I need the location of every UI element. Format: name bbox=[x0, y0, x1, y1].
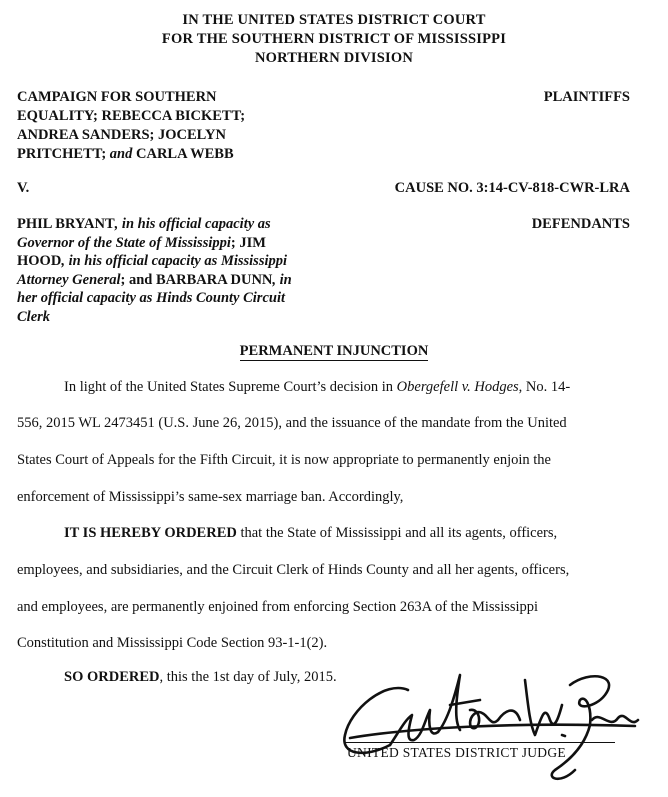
defendants-label: DEFENDANTS bbox=[531, 216, 630, 232]
defendant-line: Attorney General; and BARBARA DUNN, in bbox=[17, 271, 292, 288]
plaintiff-line: PRITCHETT; and CARLA WEBB bbox=[17, 146, 234, 162]
body-line: Constitution and Mississippi Code Section 93-1-1(2). bbox=[17, 635, 328, 651]
body-line: In light of the United States Supreme Court’s decision in Obergefell v. Hodges, No. 14- bbox=[64, 379, 571, 395]
plaintiff-line: EQUALITY; REBECCA BICKETT; bbox=[17, 108, 246, 124]
judge-signature bbox=[330, 650, 640, 790]
defendant-line: her official capacity as Hinds County Circuit bbox=[17, 290, 285, 306]
body-line: employees, and subsidiaries, and the Circuit Clerk of Hinds County and all her agents, officers, bbox=[17, 562, 570, 578]
plaintiff-line: CAMPAIGN FOR SOUTHERN bbox=[17, 89, 217, 105]
body-line: IT IS HEREBY ORDERED that the State of Mississippi and all its agents, officers, bbox=[64, 525, 558, 541]
defendant-line: PHIL BRYANT, in his official capacity as bbox=[17, 216, 271, 232]
court-name-line-2: FOR THE SOUTHERN DISTRICT OF MISSISSIPPI bbox=[161, 31, 507, 47]
document-title: PERMANENT INJUNCTION bbox=[239, 343, 429, 359]
versus: V. bbox=[17, 180, 30, 196]
signature-title: UNITED STATES DISTRICT JUDGE bbox=[347, 745, 566, 760]
so-ordered-line: SO ORDERED, this the 1st day of July, 2015. bbox=[64, 669, 337, 685]
defendant-line: Governor of the State of Mississippi; JIM bbox=[17, 234, 266, 251]
body-line: States Court of Appeals for the Fifth Circuit, it is now appropriate to permanently enjoin the bbox=[17, 452, 551, 468]
body-line: 556, 2015 WL 2473451 (U.S. June 26, 2015), and the issuance of the mandate from the United bbox=[17, 415, 567, 431]
plaintiffs-block bbox=[17, 88, 245, 164]
cause-number: CAUSE NO. 3:14-CV-818-CWR-LRA bbox=[394, 180, 630, 196]
defendants-block bbox=[17, 215, 292, 326]
plaintiff-line: ANDREA SANDERS; JOCELYN bbox=[17, 127, 226, 143]
court-division: NORTHERN DIVISION bbox=[255, 50, 413, 66]
defendant-line: HOOD, in his official capacity as Mississippi bbox=[17, 253, 288, 269]
signature-line bbox=[345, 742, 615, 743]
plaintiffs-label: PLAINTIFFS bbox=[543, 89, 630, 105]
body-line: and employees, are permanently enjoined from enforcing Section 263A of the Mississippi bbox=[17, 599, 539, 615]
defendant-line: Clerk bbox=[17, 308, 51, 325]
body-line: enforcement of Mississippi’s same-sex marriage ban. Accordingly, bbox=[17, 489, 404, 505]
court-name-line-1: IN THE UNITED STATES DISTRICT COURT bbox=[182, 12, 486, 28]
